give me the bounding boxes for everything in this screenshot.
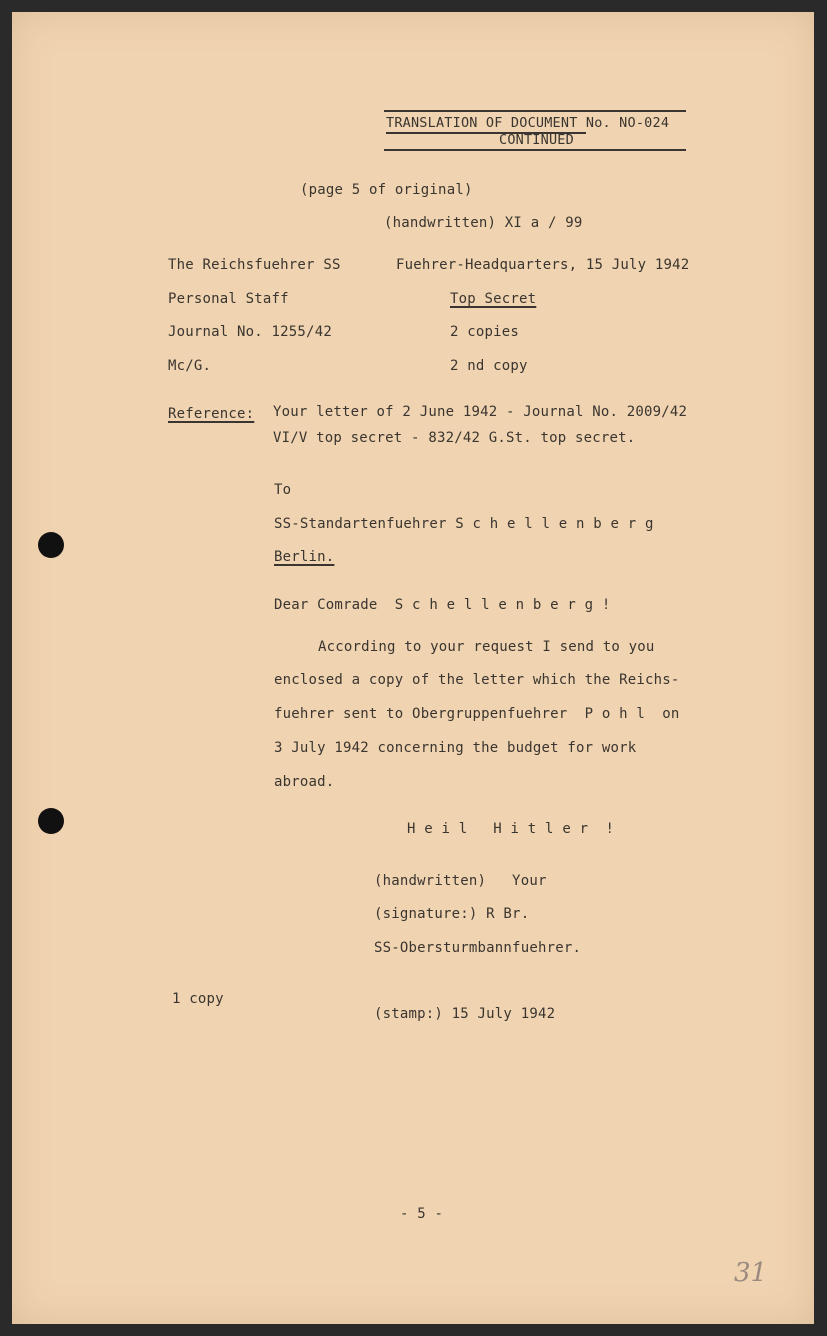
body-line-1: According to your request I send to you [318,639,655,655]
copy-note: 1 copy [172,991,224,1007]
sender-line-2: Personal Staff [168,291,289,307]
header-title: TRANSLATION OF DOCUMENT No. NO-024 [386,115,670,131]
signature-line-3: SS-Obersturmbannfuehrer. [374,940,582,956]
page-number: - 5 - [400,1206,444,1222]
sender-line-4: Mc/G. [168,358,212,374]
place-date: Fuehrer-Headquarters, 15 July 1942 [396,257,690,273]
header-continued: CONTINUED [499,132,574,148]
body-line-5: abroad. [274,774,335,790]
reference-line-1: Your letter of 2 June 1942 - Journal No. 2009/42 [273,404,688,420]
handwritten-ref: (handwritten) XI a / 99 [384,215,583,231]
punch-hole-upper [38,532,64,558]
body-line-3: fuehrer sent to Obergruppenfuehrer P o h l on [274,706,680,722]
signature-line-1: (handwritten) Your [374,873,547,889]
classification-secret: Top Secret [450,291,537,307]
reference-line-2: VI/V top secret - 832/42 G.St. top secret. [273,430,636,446]
addressee-name: SS-Standartenfuehrer S c h e l l e n b e r g [274,516,654,532]
addressee-city: Berlin. [274,549,335,565]
punch-hole-lower [38,808,64,834]
body-line-4: 3 July 1942 concerning the budget for work [274,740,637,756]
salutation: Dear Comrade S c h e l l e n b e r g ! [274,597,611,613]
sender-line-3: Journal No. 1255/42 [168,324,332,340]
classification-copy-no: 2 nd copy [450,358,528,374]
classification-copies: 2 copies [450,324,520,340]
signature-line-2: (signature:) R Br. [374,906,530,922]
page-of-original: (page 5 of original) [300,182,473,198]
header-rule-top [384,110,686,112]
pencil-page-note: 31 [734,1258,768,1288]
closing-greeting: H e i l H i t l e r ! [407,821,615,837]
body-line-2: enclosed a copy of the letter which the Reichs- [274,672,680,688]
sender-line-1: The Reichsfuehrer SS [168,257,341,273]
reference-label: Reference: [168,406,255,422]
addressee-to: To [274,482,292,498]
stamp-date: (stamp:) 15 July 1942 [374,1006,556,1022]
header-rule-bottom [384,149,686,151]
document-page [12,12,814,1324]
